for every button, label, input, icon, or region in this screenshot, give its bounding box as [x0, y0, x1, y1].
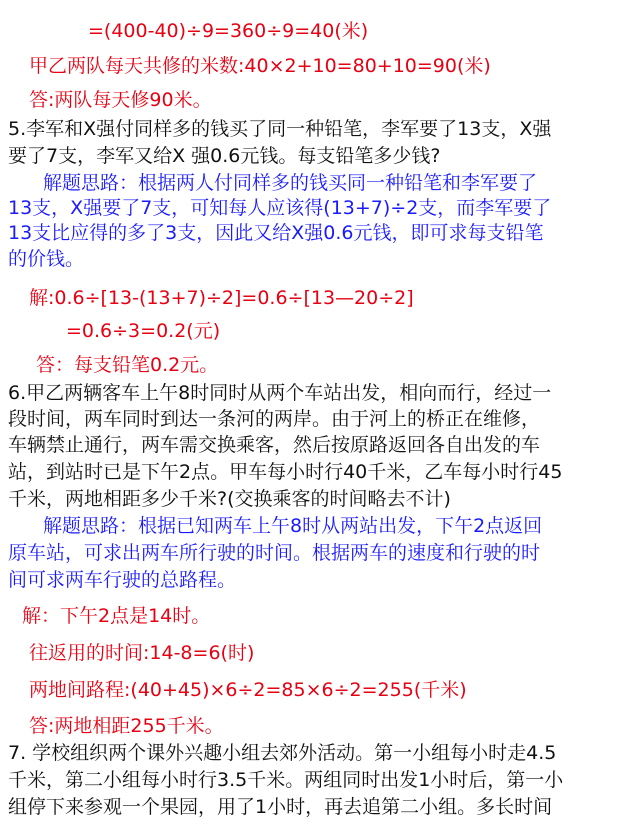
solution-5-line-2: =0.6÷3=0.2(元) [66, 320, 221, 342]
question-6-line-4: 站，到站时已是下午2点。甲车每小时行40千米，乙车每小时行45 [8, 461, 563, 483]
thinking-5-line-2: 13支，X强要了7支，可知每人应该得(13+7)÷2支，而李军要了 [8, 197, 552, 219]
thinking-6-line-3: 间可求两车行驶的总路程。 [8, 569, 237, 591]
answer-line-q4: 答:两队每天修90米。 [29, 89, 212, 111]
question-7-line-2: 千米，第二小组每小时行3.5千米。两组同时出发1小时后，第一小 [8, 769, 564, 791]
thinking-5-line-4: 的价钱。 [8, 248, 85, 270]
answer-6: 答:两地相距255千米。 [29, 715, 224, 737]
answer-5: 答：每支铅笔0.2元。 [36, 354, 219, 376]
question-5-line-1: 5.李军和X强付同样多的钱买了同一种铅笔，李军要了13支，X强 [8, 118, 552, 140]
solution-5-line-1: 解:0.6÷[13-(13+7)÷2]=0.6÷[13—20÷2] [29, 287, 414, 309]
thinking-5-line-3: 13支比应得的多了3支，因此又给X强0.6元钱，即可求每支铅笔 [8, 222, 544, 244]
question-6-line-5: 千米，两地相距多少千米?(交换乘客的时间略去不计) [8, 488, 451, 510]
question-5-line-2: 要了7支，李军又给X 强0.6元钱。每支铅笔多少钱? [8, 145, 441, 167]
question-6-line-3: 车辆禁止通行，两车需交换乘客，然后按原路返回各自出发的车 [8, 434, 541, 456]
thinking-6-line-1: 解题思路：根据已知两车上午8时从两站出发，下午2点返回 [43, 515, 543, 537]
solution-6-line-1: 解：下午2点是14时。 [22, 605, 211, 627]
solution-line-1: =(400-40)÷9=360÷9=40(米) [88, 20, 369, 42]
question-6-line-2: 段时间，两车同时到达一条河的两岸。由于河上的桥正在维修， [8, 408, 541, 430]
question-6-line-1: 6.甲乙两辆客车上午8时同时从两个车站出发，相向而行，经过一 [8, 382, 552, 404]
thinking-5-line-1: 解题思路：根据两人付同样多的钱买同一种铅笔和李军要了 [43, 172, 538, 194]
question-7-line-1: 7. 学校组织两个课外兴趣小组去郊外活动。第一小组每小时走4.5 [8, 742, 557, 764]
solution-6-line-2: 往返用的时间:14-8=6(时) [29, 642, 255, 664]
solution-6-line-3: 两地间路程:(40+45)×6÷2=85×6÷2=255(千米) [29, 679, 467, 701]
question-7-line-3: 组停下来参观一个果园，用了1小时，再去追第二小组。多长时间 [8, 796, 553, 818]
solution-line-2: 甲乙两队每天共修的米数:40×2+10=80+10=90(米) [29, 55, 491, 77]
thinking-6-line-2: 原车站，可求出两车所行驶的时间。根据两车的速度和行驶的时 [8, 542, 541, 564]
